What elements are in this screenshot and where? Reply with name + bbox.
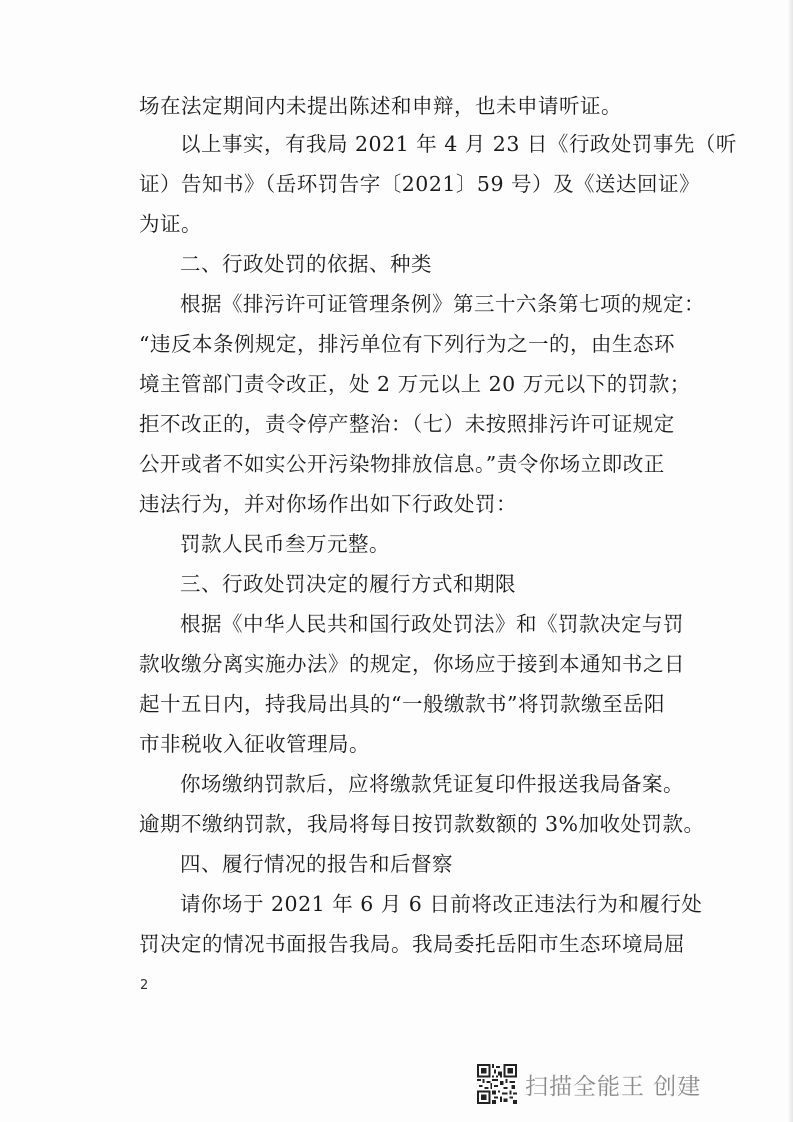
text-line-14: 根据《中华人民共和国行政处罚法》和《罚款决定与罚 [180, 612, 684, 636]
text-line-4: 为证。 [139, 212, 202, 236]
text-line-9: 拒不改正的，责令停产整治：（七）未按照排污许可证规定 [139, 412, 675, 436]
text-line-11: 违法行为，并对你场作出如下行政处罚： [139, 492, 517, 516]
text-line-15: 款收缴分离实施办法》的规定，你场应于接到本通知书之日 [139, 652, 685, 676]
text-line-21: 请你场于 2021 年 6 月 6 日前将改正违法行为和履行处 [180, 892, 703, 916]
scanner-watermark [477, 1062, 701, 1106]
watermark-text: 扫描全能王 创建 [525, 1073, 702, 1100]
page-number: 2 [140, 978, 149, 993]
section-heading-3: 三、行政处罚决定的履行方式和期限 [180, 572, 516, 596]
text-line-10: 公开或者不如实公开污染物排放信息。”责令你场立即改正 [139, 452, 665, 476]
text-line-17: 市非税收入征收管理局。 [139, 732, 370, 756]
section-heading-4: 四、履行情况的报告和后督察 [180, 852, 453, 876]
section-heading-2: 二、行政处罚的依据、种类 [180, 252, 432, 276]
text-line-6: 根据《排污许可证管理条例》第三十六条第七项的规定： [180, 292, 705, 316]
scan-edge-shadow [787, 0, 793, 1122]
text-line-2: 以上事实，有我局 2021 年 4 月 23 日《行政处罚事先（听 [180, 132, 737, 156]
penalty-amount: 罚款人民币叁万元整。 [180, 532, 390, 556]
text-line-22: 罚决定的情况书面报告我局。我局委托岳阳市生态环境局屈 [139, 932, 685, 956]
text-line-18: 你场缴纳罚款后，应将缴款凭证复印件报送我局备案。 [180, 772, 684, 796]
text-line-8: 境主管部门责令改正，处 2 万元以上 20 万元以下的罚款； [139, 372, 691, 396]
text-line-16: 起十五日内，持我局出具的“一般缴款书”将罚款缴至岳阳 [139, 692, 665, 716]
text-line-1: 场在法定期间内未提出陈述和申辩，也未申请听证。 [139, 94, 622, 118]
text-line-7: “违反本条例规定，排污单位有下列行为之一的，由生态环 [139, 332, 675, 356]
text-line-19: 逾期不缴纳罚款，我局将每日按罚款数额的 3%加收处罚款。 [139, 812, 705, 836]
qr-code-icon [477, 1064, 517, 1104]
text-line-3: 证）告知书》（岳环罚告字〔2021〕59 号）及《送达回证》 [139, 172, 701, 196]
